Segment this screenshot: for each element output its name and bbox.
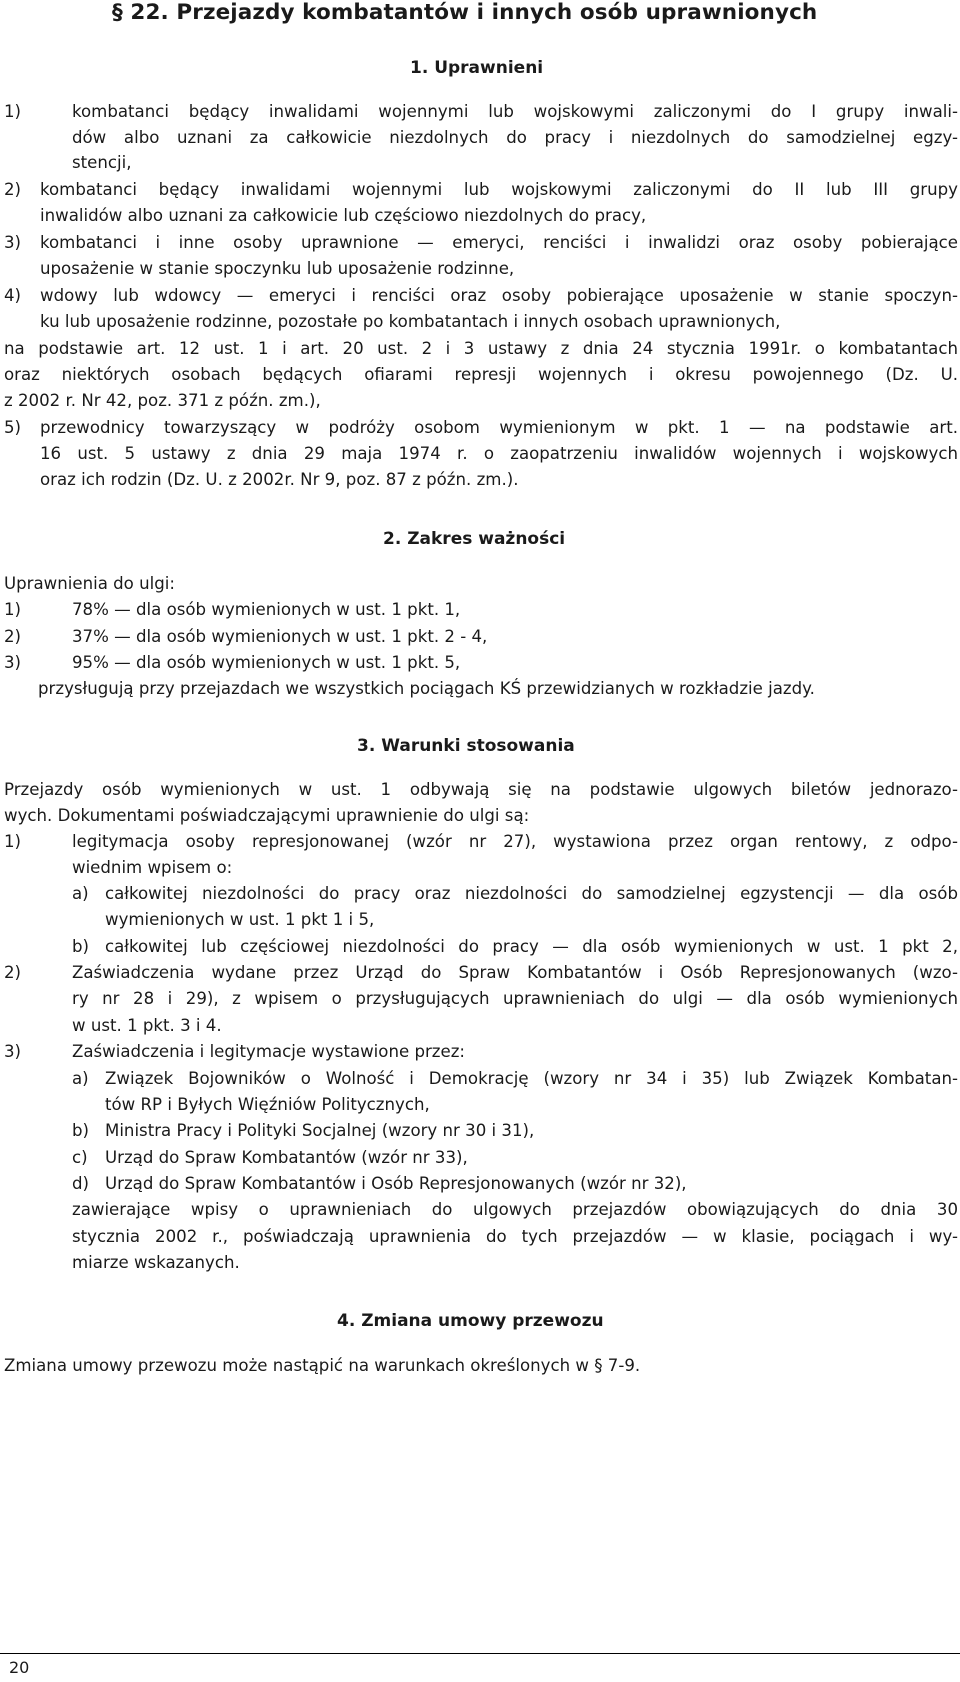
text-line: 95% — dla osób wymienionych w ust. 1 pkt. 5,: [72, 653, 461, 672]
text-line: wych. Dokumentami poświadczającymi uprawnienie do ulgi są:: [4, 806, 530, 825]
list-letter: a): [72, 1069, 89, 1088]
page-number: 20: [9, 1658, 30, 1677]
text-line: kombatanci będący inwalidami wojennymi lub wojskowymi zaliczonymi do II lub III grupy: [40, 180, 958, 199]
text-line: Ministra Pracy i Polityki Socjalnej (wzory nr 30 i 31),: [105, 1121, 535, 1140]
text-line: Przejazdy osób wymienionych w ust. 1 odbywają się na podstawie ulgowych biletów jednorazo-: [4, 780, 958, 799]
footer-divider: [0, 1653, 960, 1654]
text-line: wiednim wpisem o:: [72, 858, 233, 877]
text-line: 37% — dla osób wymienionych w ust. 1 pkt. 2 - 4,: [72, 627, 488, 646]
text-line: wymienionych w ust. 1 pkt 1 i 5,: [105, 910, 375, 929]
list-number: 4): [4, 286, 22, 305]
text-line: oraz niektórych osobach będących ofiarami represji wojennych i okresu powojennego (Dz. U.: [4, 365, 958, 384]
list-number: 3): [4, 653, 22, 672]
text-line: Uprawnienia do ulgi:: [4, 574, 175, 593]
text-line: Zmiana umowy przewozu może nastąpić na warunkach określonych w § 7-9.: [4, 1356, 641, 1375]
text-line: Związek Bojowników o Wolność i Demokrację (wzory nr 34 i 35) lub Związek Kombatan-: [105, 1069, 958, 1088]
text-line: legitymacja osoby represjonowanej (wzór nr 27), wystawiona przez organ rentowy, z odpo-: [72, 832, 958, 851]
list-number: 1): [4, 832, 22, 851]
text-line: stencji,: [72, 153, 132, 172]
text-line: dów albo uznani za całkowicie niezdolnych do pracy i niezdolnych do samodzielnej egzy-: [72, 128, 958, 147]
text-line: 16 ust. 5 ustawy z dnia 29 maja 1974 r. o zaopatrzeniu inwalidów wojennych i wojskowych: [40, 444, 958, 463]
list-letter: b): [72, 1121, 90, 1140]
text-line: miarze wskazanych.: [72, 1253, 240, 1272]
list-letter: b): [72, 937, 90, 956]
text-line: ku lub uposażenie rodzinne, pozostałe po kombatantach i innych osobach uprawnionych,: [40, 312, 781, 331]
text-line: z 2002 r. Nr 42, poz. 371 z późn. zm.),: [4, 391, 321, 410]
section-title: § 22. Przejazdy kombatantów i innych osób uprawnionych: [112, 0, 818, 25]
heading-zakres-waznosci: 2. Zakres ważności: [383, 529, 566, 549]
list-number: 3): [4, 233, 22, 252]
text-line: w ust. 1 pkt. 3 i 4.: [72, 1016, 222, 1035]
text-line: przewodnicy towarzyszący w podróży osobom wymienionym w pkt. 1 — na podstawie art.: [40, 418, 958, 437]
list-number: 2): [4, 180, 22, 199]
list-number: 1): [4, 102, 22, 121]
text-line: całkowitej lub częściowej niezdolności do pracy — dla osób wymienionych w ust. 1 pkt 2,: [105, 937, 958, 956]
text-line: uposażenie w stanie spoczynku lub uposażenie rodzinne,: [40, 259, 515, 278]
text-line: zawierające wpisy o uprawnieniach do ulgowych przejazdów obowiązujących do dnia 30: [72, 1200, 958, 1219]
list-number: 1): [4, 600, 22, 619]
text-line: oraz ich rodzin (Dz. U. z 2002r. Nr 9, poz. 87 z późn. zm.).: [40, 470, 519, 489]
text-line: stycznia 2002 r., poświadczają uprawnienia do tych przejazdów — w klasie, pociągach i wy-: [72, 1227, 958, 1246]
heading-warunki-stosowania: 3. Warunki stosowania: [357, 736, 575, 756]
heading-zmiana-umowy: 4. Zmiana umowy przewozu: [337, 1311, 604, 1331]
text-line: na podstawie art. 12 ust. 1 i art. 20 ust. 2 i 3 ustawy z dnia 24 stycznia 1991r. o kombatantach: [4, 339, 958, 358]
list-number: 2): [4, 627, 22, 646]
text-line: ry nr 28 i 29), z wpisem o przysługujących uprawnieniach do ulgi — dla osób wymienionych: [72, 989, 958, 1008]
text-line: Urząd do Spraw Kombatantów i Osób Represjonowanych (wzór nr 32),: [105, 1174, 687, 1193]
text-line: inwalidów albo uznani za całkowicie lub częściowo niezdolnych do pracy,: [40, 206, 647, 225]
list-letter: a): [72, 884, 89, 903]
heading-uprawnieni: 1. Uprawnieni: [410, 58, 544, 78]
list-number: 5): [4, 418, 22, 437]
text-line: Urząd do Spraw Kombatantów (wzór nr 33),: [105, 1148, 468, 1167]
text-line: wdowy lub wdowcy — emeryci i renciści oraz osoby pobierające uposażenie w stanie spoczyn-: [40, 286, 958, 305]
text-line: Zaświadczenia wydane przez Urząd do Spraw Kombatantów i Osób Represjonowanych (wzo-: [72, 963, 958, 982]
text-line: tów RP i Byłych Więźniów Politycznych,: [105, 1095, 430, 1114]
text-line: 78% — dla osób wymienionych w ust. 1 pkt. 1,: [72, 600, 461, 619]
text-line: całkowitej niezdolności do pracy oraz niezdolności do samodzielnej egzystencji — dla osób: [105, 884, 958, 903]
list-number: 3): [4, 1042, 22, 1061]
text-line: Zaświadczenia i legitymacje wystawione przez:: [72, 1042, 466, 1061]
text-line: kombatanci i inne osoby uprawnione — emeryci, renciści i inwalidzi oraz osoby pobierające: [40, 233, 958, 252]
list-number: 2): [4, 963, 22, 982]
list-letter: c): [72, 1148, 88, 1167]
list-letter: d): [72, 1174, 90, 1193]
text-line: kombatanci będący inwalidami wojennymi lub wojskowymi zaliczonymi do I grupy inwali-: [72, 102, 958, 121]
text-line: przysługują przy przejazdach we wszystkich pociągach KŚ przewidzianych w rozkładzie jazdy.: [38, 679, 815, 698]
